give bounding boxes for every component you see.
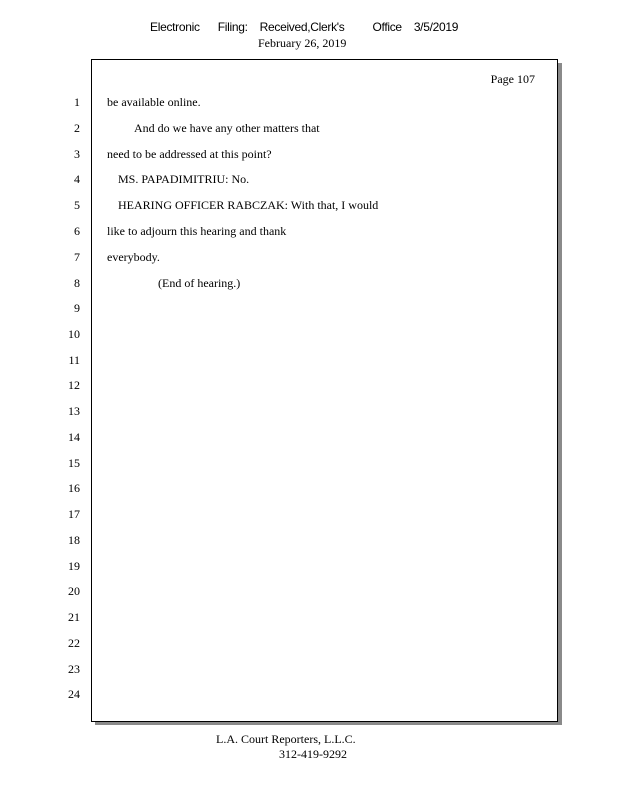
- line-number: 3: [74, 147, 80, 161]
- line-number: 23: [68, 662, 80, 676]
- line-number: 13: [68, 404, 80, 418]
- line-text: HEARING OFFICER RABCZAK: With that, I would: [118, 198, 379, 212]
- line-number: 4: [74, 172, 80, 186]
- filing-stamp: [150, 20, 458, 34]
- line-text: need to be addressed at this point?: [107, 147, 272, 161]
- stamp-filing: Filing:: [217, 20, 248, 34]
- line-text: And do we have any other matters that: [134, 121, 320, 135]
- line-number: 9: [74, 301, 80, 315]
- line-number: 12: [68, 378, 80, 392]
- line-text: everybody.: [107, 250, 160, 264]
- line-number: 7: [74, 250, 80, 264]
- line-number: 5: [74, 198, 80, 212]
- hearing-date: February 26, 2019: [258, 36, 347, 50]
- line-number: 2: [74, 121, 80, 135]
- line-number: 19: [68, 559, 80, 573]
- line-text: like to adjourn this hearing and thank: [107, 224, 287, 238]
- line-number: 8: [74, 276, 80, 290]
- line-number: 17: [68, 507, 80, 521]
- line-number: 14: [68, 430, 80, 444]
- line-number: 10: [68, 327, 80, 341]
- line-text: be available online.: [107, 95, 201, 109]
- reporter-phone: 312-419-9292: [279, 747, 347, 761]
- line-number: 1: [74, 95, 80, 109]
- line-number: 16: [68, 481, 80, 495]
- stamp-electronic: Electronic: [150, 20, 200, 34]
- line-text: MS. PAPADIMITRIU: No.: [118, 172, 250, 186]
- stamp-received: Received,Clerk's: [259, 20, 345, 34]
- line-number: 15: [68, 456, 80, 470]
- page-number: Page 107: [490, 72, 535, 86]
- line-text: (End of hearing.): [158, 276, 241, 290]
- line-number: 24: [68, 687, 80, 701]
- stamp-office: Office: [372, 20, 402, 34]
- line-number: 22: [68, 636, 80, 650]
- line-number: 11: [68, 353, 80, 367]
- line-number: 6: [74, 224, 80, 238]
- line-number: 20: [68, 584, 80, 598]
- reporter-company: L.A. Court Reporters, L.L.C.: [216, 732, 356, 746]
- line-number: 21: [68, 610, 80, 624]
- line-number: 18: [68, 533, 80, 547]
- stamp-date: 3/5/2019: [413, 20, 459, 34]
